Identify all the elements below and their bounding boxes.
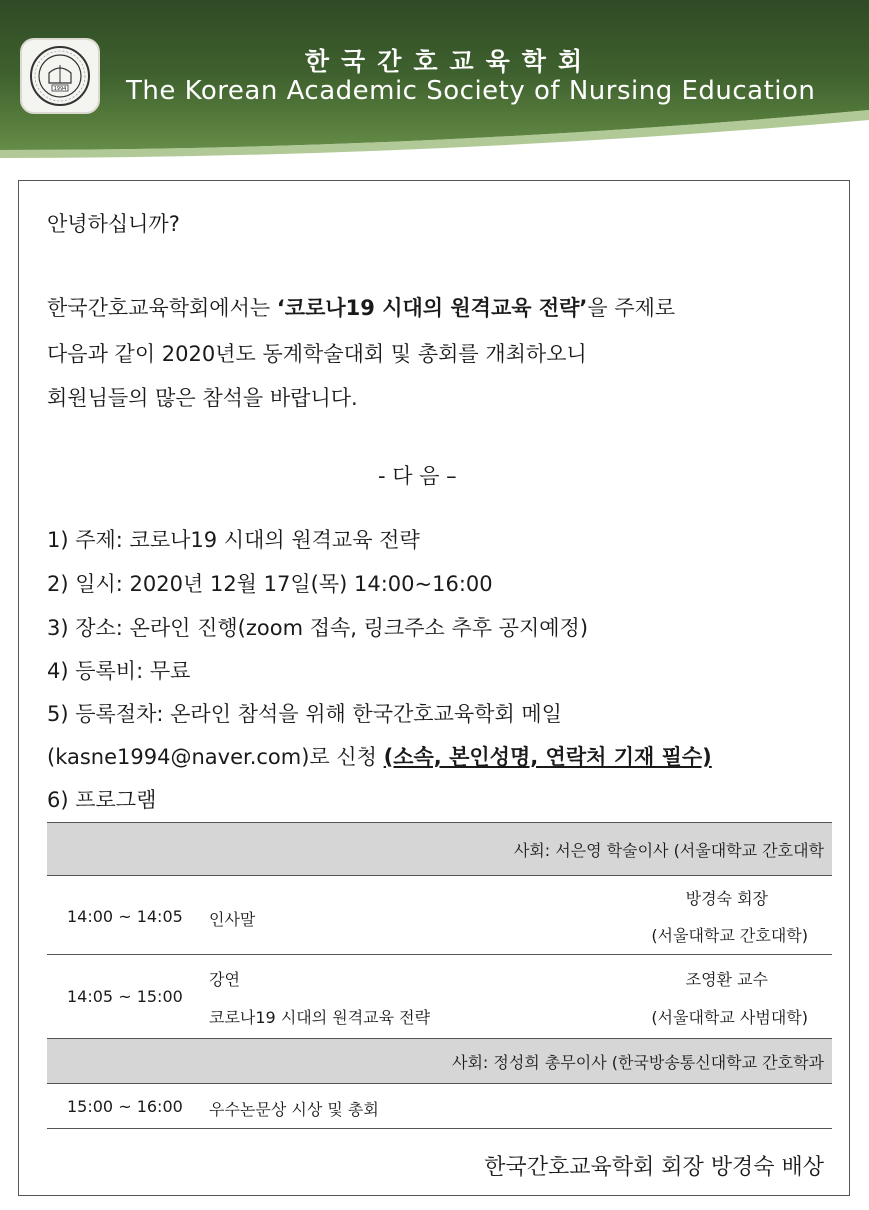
item-topic: 1) 주제: 코로나19 시대의 원격교육 전략 <box>47 528 420 552</box>
conference-theme: ‘코로나19 시대의 원격교육 전략’ <box>276 296 588 320</box>
session-affiliation: (서울대학교 간호대학) <box>651 926 808 945</box>
moderator-row-2 <box>47 1038 832 1084</box>
session-title: 우수논문상 시상 및 총회 <box>209 1100 379 1119</box>
society-title-korean: 한국간호교육학회 <box>304 47 595 76</box>
table-row <box>47 955 832 1038</box>
moderator-1: 사회: 서은영 학술이사 (서울대학교 간호대학 <box>513 841 824 860</box>
session-time: 14:00 ~ 14:05 <box>67 907 183 926</box>
header-banner <box>0 0 869 165</box>
intro-line-1 <box>47 292 675 322</box>
intro-line-1-post: 을 주제로 <box>587 296 676 320</box>
svg-text:1994: 1994 <box>53 86 67 92</box>
item-program: 6) 프로그램 <box>47 788 157 812</box>
moderator-row-1 <box>47 822 832 876</box>
item-registration: 5) 등록절차: 온라인 참석을 위해 한국간호교육학회 메일 <box>47 702 562 726</box>
item-fee: 4) 등록비: 무료 <box>47 659 191 683</box>
session-speaker: 방경숙 회장 <box>685 889 768 908</box>
session-time: 14:05 ~ 15:00 <box>67 987 183 1006</box>
item-registration-continued <box>47 741 712 771</box>
session-affiliation: (서울대학교 사범대학) <box>651 1008 808 1027</box>
session-subtitle: 코로나19 시대의 원격교육 전략 <box>209 1008 431 1027</box>
item-venue: 3) 장소: 온라인 진행(zoom 접속, 링크주소 추후 공지예정) <box>47 616 589 640</box>
session-time: 15:00 ~ 16:00 <box>67 1097 183 1116</box>
registration-email: (kasne1994@naver.com)로 신청 <box>47 745 384 769</box>
registration-requirements: (소속, 본인성명, 연락처 기재 필수) <box>383 745 712 769</box>
intro-line-3: 회원님들의 많은 참석을 바랍니다. <box>47 386 358 410</box>
session-speaker: 조영환 교수 <box>685 970 768 989</box>
society-title-english: The Korean Academic Society of Nursing Education <box>126 76 816 106</box>
moderator-2: 사회: 정성희 총무이사 (한국방송통신대학교 간호학과 <box>451 1053 824 1072</box>
table-row <box>47 876 832 955</box>
item-datetime: 2) 일시: 2020년 12월 17일(목) 14:00~16:00 <box>47 572 493 596</box>
greeting: 안녕하십니까? <box>47 212 180 236</box>
intro-line-2: 다음과 같이 2020년도 동계학술대회 및 총회를 개최하오니 <box>47 342 587 366</box>
section-heading: - 다 음 – <box>378 464 457 488</box>
session-title: 인사말 <box>209 910 256 929</box>
intro-line-1-pre: 한국간호교육학회에서는 <box>47 296 277 320</box>
signature: 한국간호교육학회 회장 방경숙 배상 <box>484 1155 824 1180</box>
table-row <box>47 1084 832 1129</box>
session-title: 강연 <box>209 970 240 989</box>
